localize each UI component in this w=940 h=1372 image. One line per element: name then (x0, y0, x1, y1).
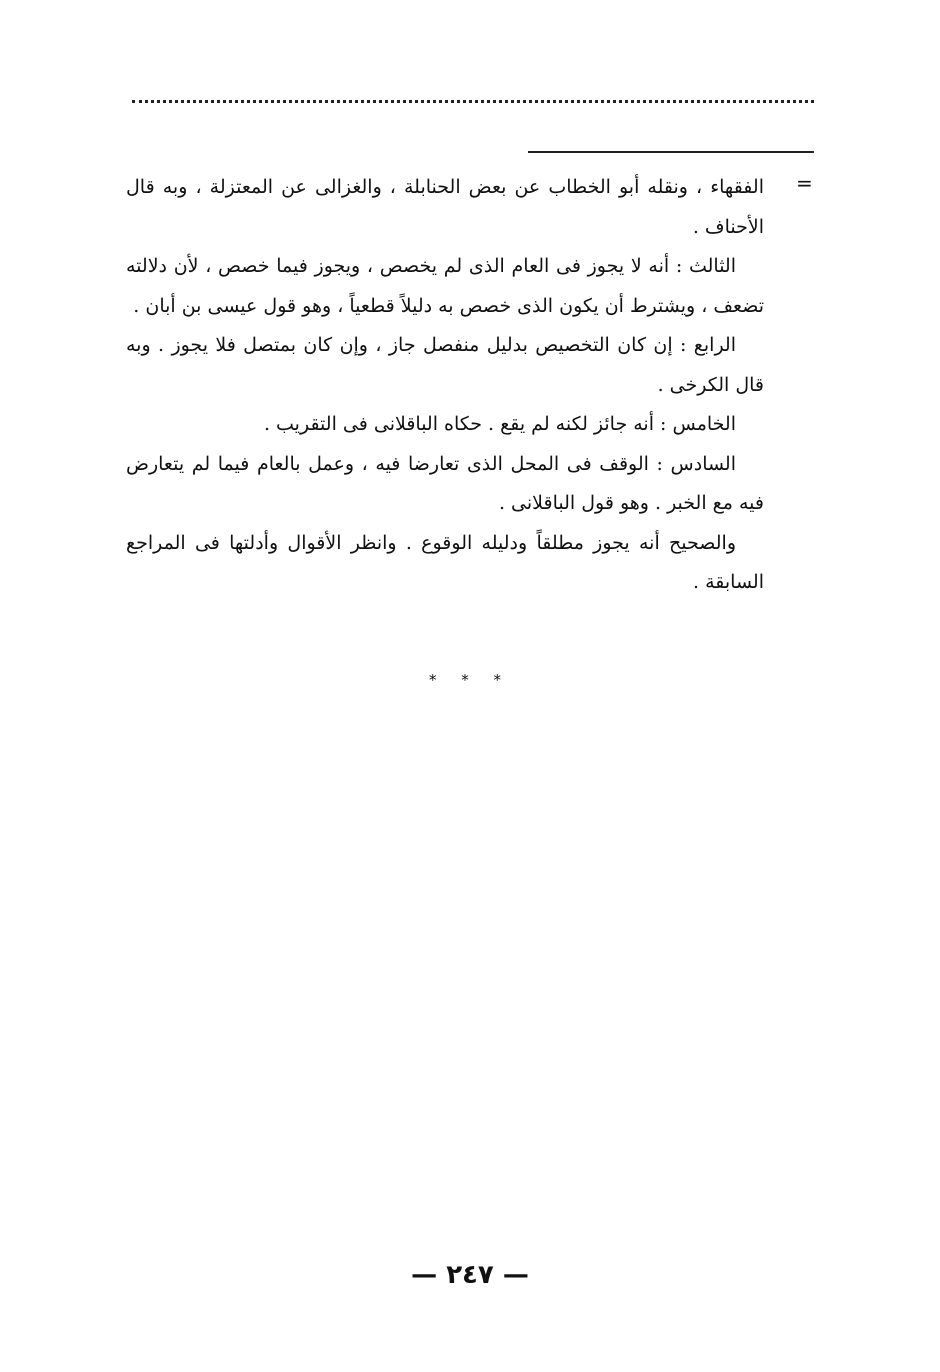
footnote-paragraph-5: السادس : الوقف فى المحل الذى تعارضا فيه ، وعمل بالعام فيما لم يتعارض فيه مع الخبر . وهو قول الباقلانى . (126, 452, 764, 514)
footnote-block (126, 168, 764, 603)
footnote-paragraph-6: والصحيح أنه يجوز مطلقاً ودليله الوقوع . وانظر الأقوال وأدلتها فى المراجع السابقة . (126, 531, 764, 593)
page-number: — ٢٤٧ — (411, 1260, 529, 1290)
top-dotted-rule (132, 100, 814, 103)
footnote-paragraph-4: الخامس : أنه جائز لكنه لم يقع . حكاه الباقلانى فى التقريب . (263, 413, 736, 435)
continuation-mark: = (796, 171, 813, 195)
footnote-paragraph-1: الفقهاء ، ونقله أبو الخطاب عن بعض الحنابلة ، والغزالى عن المعتزلة ، وبه قال الأحناف . (126, 176, 764, 238)
footnote-paragraph-3: الرابع : إن كان التخصيص بدليل منفصل جاز ، وإن كان بمتصل فلا يجوز . وبه قال الكرخى . (126, 334, 764, 396)
footnote-separator-rule (528, 151, 814, 153)
footnote-paragraph-2: الثالث : أنه لا يجوز فى العام الذى لم يخصص ، ويجوز فيما خصص ، لأن دلالته تضعف ، ويشترط أن يكون الذى خصص به دليلاً قطعياً ، وهو قول عيسى بن أبان . (126, 255, 764, 317)
section-separator-stars: * * * (428, 671, 512, 689)
